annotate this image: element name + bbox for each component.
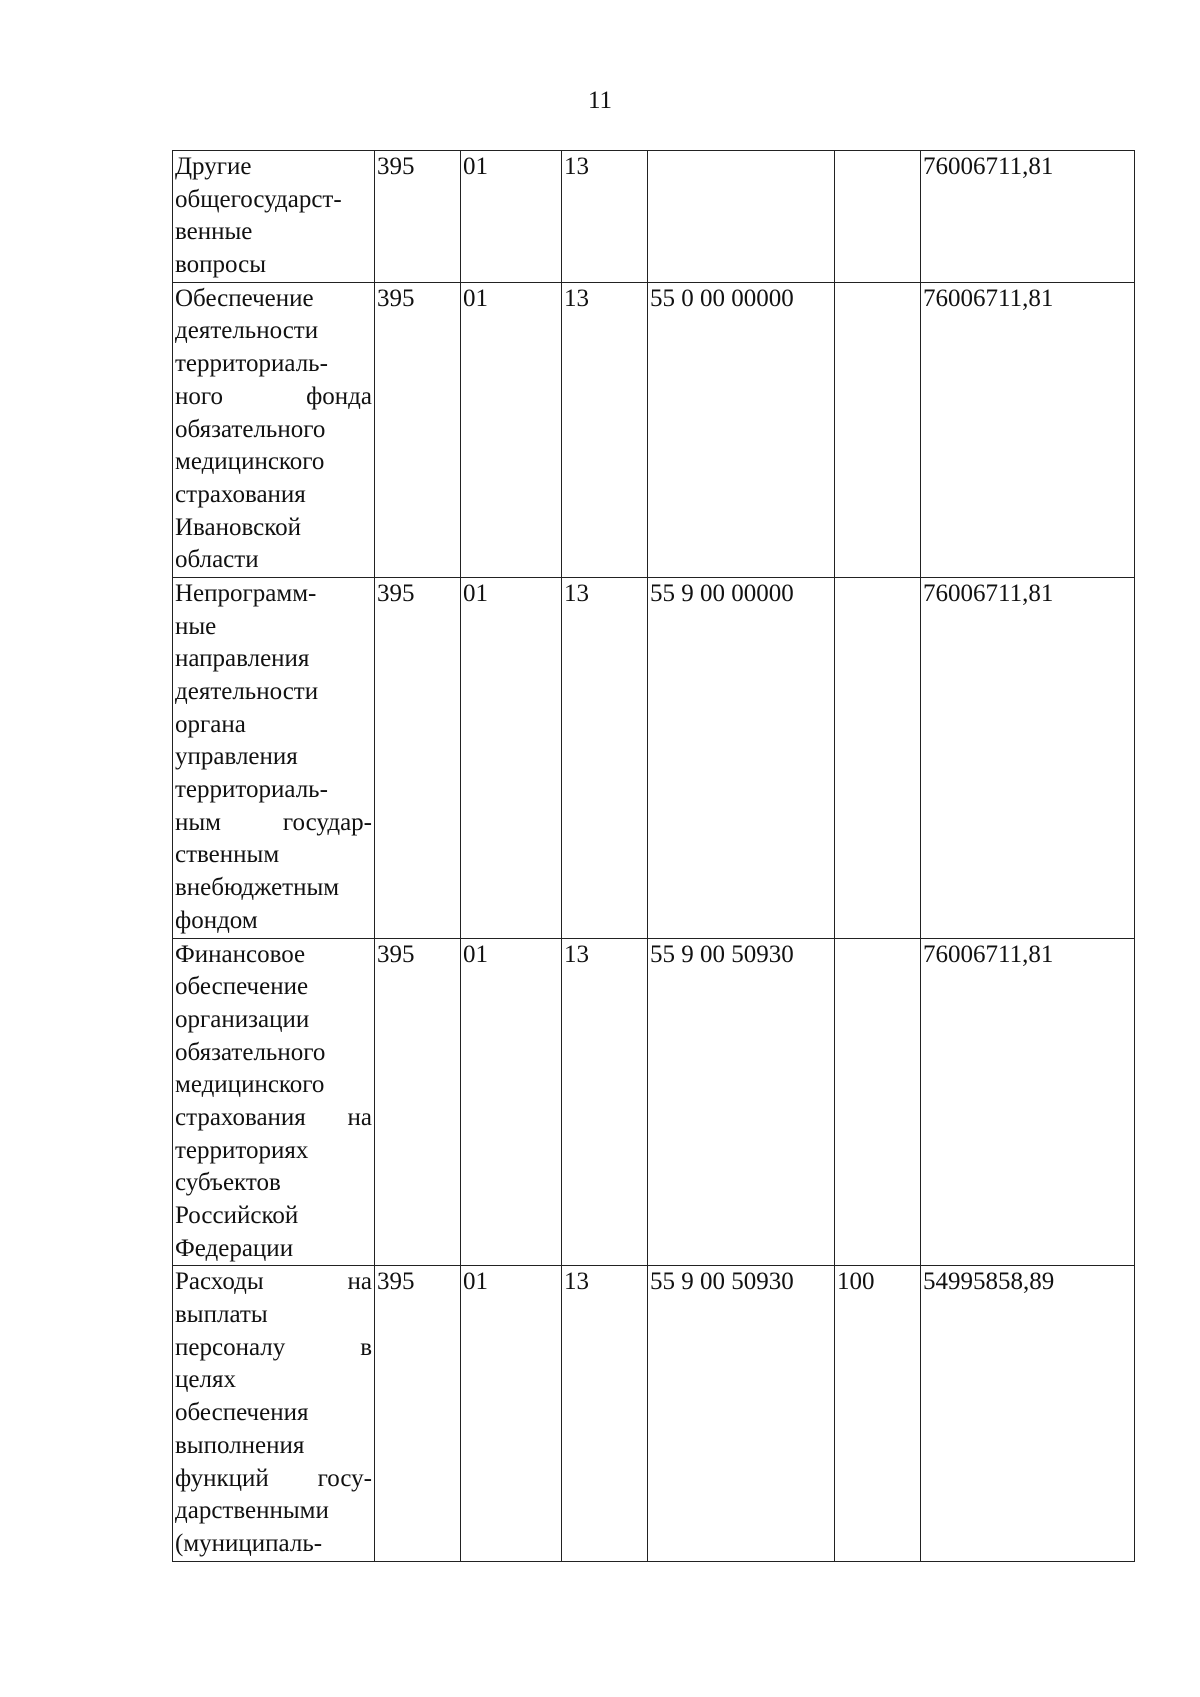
item-name-line: персоналу в	[175, 1333, 372, 1361]
budget-table-body	[173, 151, 1135, 1562]
item-name-line: организации	[175, 1005, 310, 1033]
item-name-line: медицинского	[175, 448, 325, 476]
item-name-line: области	[175, 546, 259, 574]
budget-table	[172, 150, 1135, 1562]
table-row	[173, 1266, 1135, 1561]
table-row	[173, 577, 1135, 938]
item-name-line: органа	[175, 710, 246, 738]
item-name-line: общегосударст-	[175, 185, 342, 213]
item-name-line: Федерации	[175, 1234, 294, 1262]
item-name-cell	[173, 577, 375, 938]
expense-type-cell	[835, 151, 921, 283]
item-name-line: ные	[175, 612, 217, 640]
grbs-code-cell: 395	[375, 577, 461, 938]
subsection-code-cell: 13	[562, 1266, 648, 1561]
table-row	[173, 938, 1135, 1266]
item-name-line: венные	[175, 218, 253, 246]
item-name-line: выполнения	[175, 1431, 305, 1459]
target-article-cell: 55 9 00 50930	[648, 1266, 835, 1561]
item-name-line: ным государ-	[175, 808, 372, 836]
item-name-line: дарственными	[175, 1497, 329, 1525]
item-name-line: целях	[175, 1366, 236, 1394]
subsection-code-cell: 13	[562, 282, 648, 577]
section-code-cell: 01	[461, 282, 562, 577]
item-name-line: Российской	[175, 1202, 299, 1229]
item-name-cell	[173, 151, 375, 283]
item-name-line: деятельности	[175, 678, 319, 705]
item-name-line: (муниципаль-	[175, 1529, 323, 1557]
item-name-line: управления	[175, 743, 298, 771]
item-name-line: Финансовое	[175, 940, 306, 968]
item-name-line: ственным	[175, 841, 280, 869]
target-article-cell: 55 9 00 50930	[648, 938, 835, 1266]
expense-type-cell: 100	[835, 1266, 921, 1561]
amount-cell: 54995858,89	[921, 1266, 1135, 1561]
item-name-line: направления	[175, 645, 310, 673]
item-name-cell	[173, 1266, 375, 1561]
amount-cell: 76006711,81	[921, 282, 1135, 577]
target-article-cell: 55 9 00 00000	[648, 577, 835, 938]
item-name-line: страхования на	[175, 1103, 372, 1131]
amount-cell: 76006711,81	[921, 577, 1135, 938]
item-name-line: Другие	[175, 153, 252, 180]
target-article-cell: 55 0 00 00000	[648, 282, 835, 577]
item-name-line: фондом	[175, 906, 258, 934]
expense-type-cell	[835, 577, 921, 938]
item-name-line: обеспечения	[175, 1399, 309, 1427]
item-name-line: выплаты	[175, 1301, 268, 1329]
item-name-line: Ивановской	[175, 513, 302, 541]
item-name-line: территориаль-	[175, 350, 328, 378]
grbs-code-cell: 395	[375, 151, 461, 283]
item-name-line: Расходы на	[175, 1268, 372, 1296]
item-name-line: функций госу-	[175, 1464, 372, 1492]
section-code-cell: 01	[461, 938, 562, 1266]
item-name-line: деятельности	[175, 317, 319, 345]
item-name-line: обязательного	[175, 1038, 326, 1066]
item-name-line: страхования	[175, 480, 306, 508]
table-row	[173, 282, 1135, 577]
target-article-cell	[648, 151, 835, 283]
item-name-line: медицинского	[175, 1071, 325, 1099]
grbs-code-cell: 395	[375, 938, 461, 1266]
item-name-cell	[173, 938, 375, 1266]
subsection-code-cell: 13	[562, 577, 648, 938]
item-name-line: ного фонда	[175, 382, 372, 410]
item-name-line: субъектов	[175, 1169, 281, 1197]
amount-cell: 76006711,81	[921, 938, 1135, 1266]
page-number: 11	[587, 87, 613, 114]
subsection-code-cell: 13	[562, 938, 648, 1266]
item-name-line: внебюджетным	[175, 874, 340, 902]
item-name-line: Обеспечение	[175, 284, 314, 312]
item-name-line: вопросы	[175, 251, 267, 279]
item-name-line: территориях	[175, 1136, 309, 1164]
item-name-line: территориаль-	[175, 776, 328, 804]
grbs-code-cell: 395	[375, 282, 461, 577]
section-code-cell: 01	[461, 577, 562, 938]
item-name-cell	[173, 282, 375, 577]
expense-type-cell	[835, 282, 921, 577]
section-code-cell: 01	[461, 151, 562, 283]
item-name-line: обеспечение	[175, 973, 309, 1001]
expense-type-cell	[835, 938, 921, 1266]
item-name-line: Непрограмм-	[175, 579, 317, 607]
section-code-cell: 01	[461, 1266, 562, 1561]
subsection-code-cell: 13	[562, 151, 648, 283]
amount-cell: 76006711,81	[921, 151, 1135, 283]
grbs-code-cell: 395	[375, 1266, 461, 1561]
table-row	[173, 151, 1135, 283]
item-name-line: обязательного	[175, 415, 326, 443]
